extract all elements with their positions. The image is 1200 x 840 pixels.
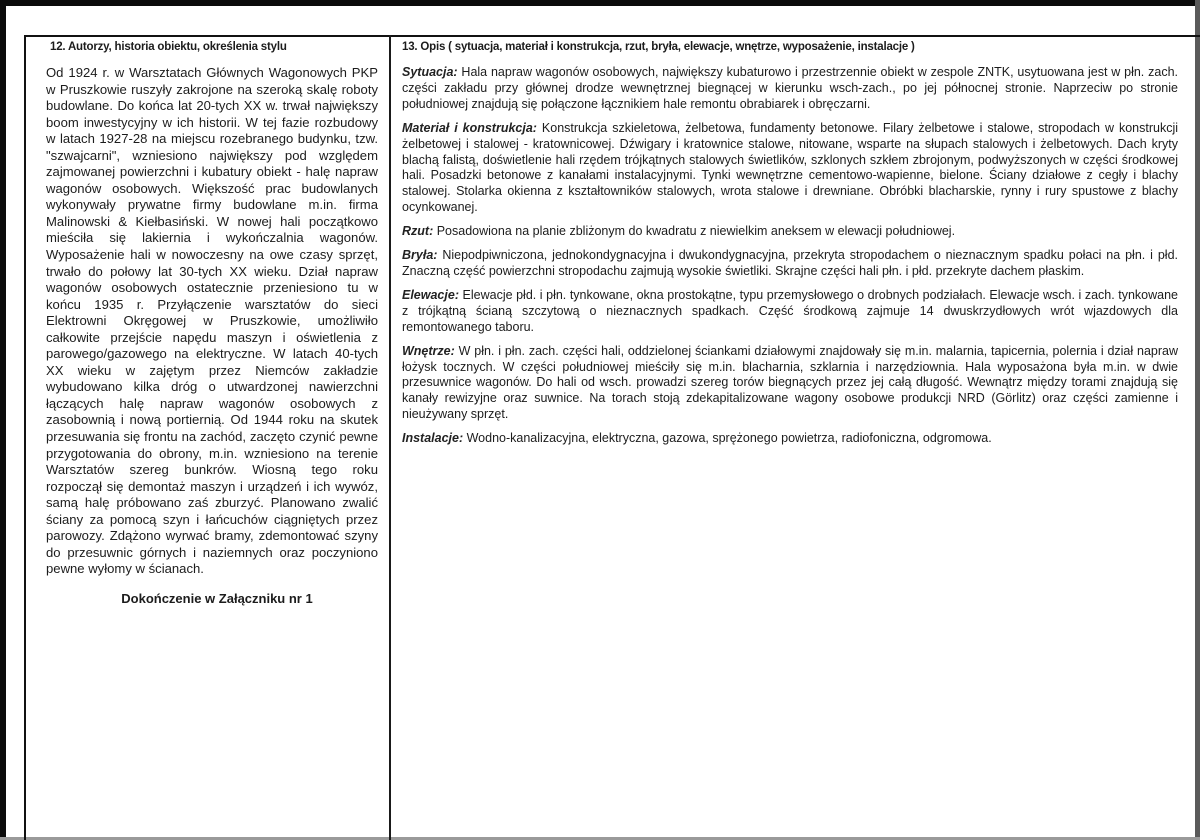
paragraph-text: Niepodpiwniczona, jednokondygnacyjna i dwukondygnacyjna, przekryta stropodachem o nieznacznym spadku połaci na płn. i płd. Znaczną część powierzchni stropodachu zajmują wysokie świetliki. Skrajne części hali płn. i płd. przekryte dachem płaskim. — [402, 248, 1178, 278]
history-section — [46, 41, 378, 606]
continuation-note: Dokończenie w Załączniku nr 1 — [121, 590, 313, 606]
scan-border-left — [0, 0, 6, 840]
paragraph-text: Hala napraw wagonów osobowych, największy kubaturowo i przestrzennie obiekt w zespole ZNTK, usytuowana jest w płn. zach. części zakładu przy głównej drodze wewnętrznej biegnącej w kierunku wsch-zach., po jej północnej stronie. Naprzeciw po stronie południowej znajdują się połączone łącznikiem hale remontu obrabiarek i obręczarni. — [402, 65, 1178, 111]
form-top-rule — [24, 35, 1200, 37]
paragraph-elewacje — [402, 288, 1178, 336]
paragraph-text: Posadowiona na planie zbliżonym do kwadratu z niewielkim aneksem w elewacji południowej. — [433, 224, 956, 239]
paragraph-bryla — [402, 248, 1178, 280]
paragraph-material — [402, 121, 1178, 216]
paragraph-text: W płn. i płn. zach. części hali, oddzielonej ściankami działowymi znajdowały się m.in. malarnia, tapicernia, polernia i dział napraw łożysk tocznych. W części południowej mieściły się m.in. blacharnia, szklarnia i narzędziownia. Hala wyposażona była m.in. w dwie przesuwnice wagonów. Do hali od wsch. prowadzi szereg torów biegnących przez jej całą długość. Wewnątrz między torami znajdują się kanały rewizyjne oraz suwnice. Na torach stoją zdekapitalizowane wagony osobowe produkcji NRD (Görlitz) oraz części zamienne i nieużywany sprzęt. — [402, 343, 1178, 422]
description-section-title: 13. Opis ( sytuacja, materiał i konstrukcja, rzut, bryła, elewacje, wnętrze, wyposażenie, instalacje ) — [402, 41, 915, 53]
history-text: Od 1924 r. w Warsztatach Głównych Wagonowych PKP w Pruszkowie ruszyły zakrojone na szeroką skalę roboty budowlane. Do końca lat 20-tych XX w. trwał największy boom inwestycyjny w ich historii. W tej fazie rozbudowy w latach 1927-28 na miejscu rozebranego budynku, tzw. "szwajcarni", wzniesiono największy pod względem zajmowanej powierzchni i kubatury obiekt - halę napraw wagonów osobowych. Większość prac budowlanych wykonywały prywatne firmy budowlane m.in. firma Malinowski & Kiełbasiński. W nowej hali początkowo mieściła się lakiernia i wykończalnia wagonów. Wyposażenie hali w nowoczesny na owe czasy sprzęt, trwało do połowy lat 30-tych XX wieku. Dział napraw wagonów osobowych ostatecznie przeniesiono tu w końcu 1935 r. Przyłączenie warsztatów do sieci Elektrowni Okręgowej w Pruszkowie, umożliwiło całkowite przejście napędu maszyn i oświetlenia z parowego/gazowego na elektryczne. W latach 40-tych XX wieku w zajętym przez Niemców zakładzie wybudowano kilka dróg o utwardzonej nawierzchni łączących halę napraw wagonów osobowych z zasobownią i nową portiernią. Od 1944 roku na skutek przesuwania się frontu na zachód, zaczęto czynić pewne przygotowania do obrony, m.in. wzniesiono na terenie Warsztatów szereg bunkrów. Wiosną tego roku rozpoczął się demontaż maszyn i urządzeń i ich wywóz, samą halę próbowano zaś zburzyć. Planowano zwalić ściany za pomocą szyn i łańcuchów ciągniętych przez parowozy. Zdążono wyrwać bramy, zdemontować szyny do przesuwnic górnych i naziemnych oraz poczyniono pewne wyłomy w ścianach. — [46, 65, 378, 577]
paragraph-label: Wnętrze: — [402, 343, 455, 358]
paragraph-label: Elewacje: — [402, 287, 459, 302]
paragraph-label: Materiał i konstrukcja: — [402, 120, 537, 135]
paragraph-label: Rzut: — [402, 224, 434, 239]
form-left-rule — [24, 35, 26, 840]
paragraph-text: Konstrukcja szkieletowa, żelbetowa, fundamenty betonowe. Filary żelbetowe i stalowe, stropodach w konstrukcji żelbetowej i stalowej - kratownicowej. Dźwigary i kratownice stalowe, nitowane, wsparte na słupach stalowych i żelbetowych. Dach kryty blachą falistą, doświetlenie hali rzędem trójkątnych stalowych świetlików, szklonych szkłem zbrojonym, podwyższonych w części środkowej hali. Posadzki betonowe z kanałami instalacyjnymi. Tynki wewnętrzne cementowo-wapienne, bielone. Ściany działowe z cegły i blachy stalowej. Stolarka okienna z kształtowników stalowych, wrota stalowe i drewniane. Obróbki blacharskie, rynny i rury spustowe z blachy ocynkowanej. — [402, 120, 1178, 215]
paragraph-text: Elewacje płd. i płn. tynkowane, okna prostokątne, typu przemysłowego o drobnych podziałach. Elewacje wsch. i zach. tynkowane z trójkątną ścianą szczytową o nieznacznych spadkach. Część środkową zajmuje 14 dwuskrzydłowych wrót wjazdowych dla remontowanego taboru. — [402, 287, 1178, 334]
scan-border-top — [0, 0, 1200, 6]
description-section — [402, 41, 1178, 455]
paragraph-instalacje — [402, 431, 1178, 447]
paragraph-rzut — [402, 224, 1178, 240]
paragraph-label: Instalacje: — [402, 431, 464, 446]
column-divider — [389, 35, 391, 840]
paragraph-text: Wodno-kanalizacyjna, elektryczna, gazowa, sprężonego powietrza, radiofoniczna, odgromowa. — [463, 431, 992, 446]
paragraph-label: Bryła: — [402, 248, 438, 263]
paragraph-sytuacja — [402, 65, 1178, 113]
paragraph-label: Sytuacja: — [402, 65, 458, 79]
paragraph-wnetrze — [402, 344, 1178, 424]
history-section-title: 12. Autorzy, historia obiektu, określenia stylu — [50, 41, 287, 53]
scan-border-right — [1195, 0, 1200, 840]
